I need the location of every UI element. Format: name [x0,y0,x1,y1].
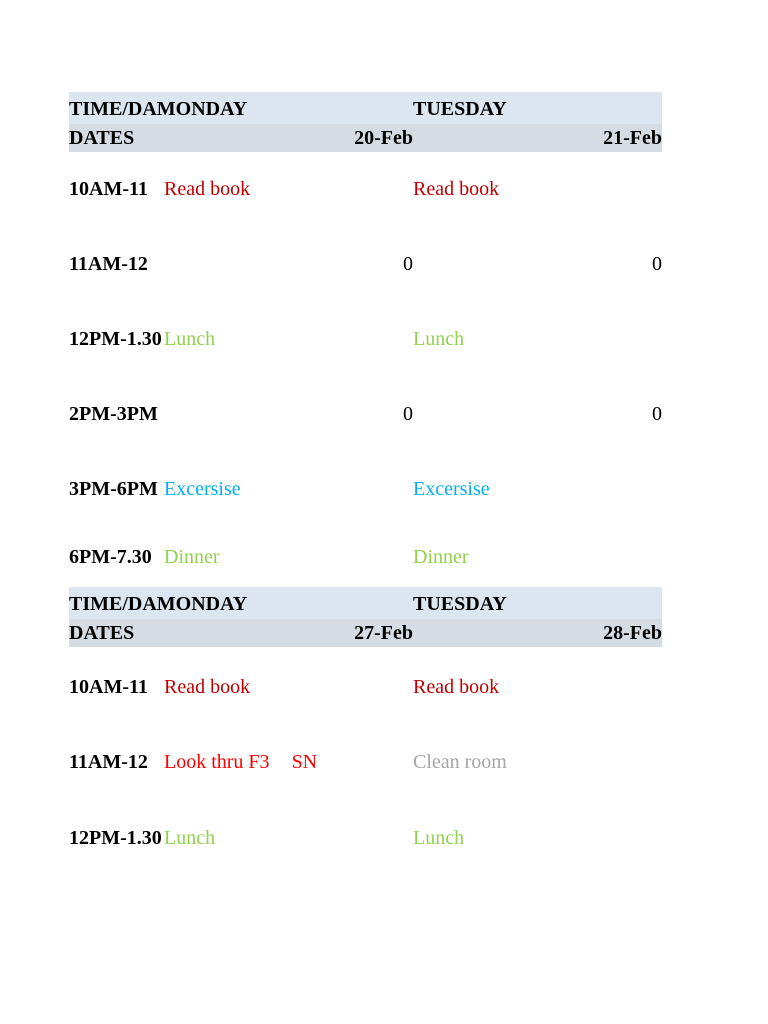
time-cell[interactable]: 2PM-3PM [69,403,158,425]
monday-activity-cell[interactable]: 0 [403,253,413,275]
tuesday-date-cell[interactable]: 21-Feb [603,127,662,149]
tuesday-activity-cell[interactable]: 0 [652,253,662,275]
table-row [69,227,662,302]
header-time-day-cell[interactable] [69,587,269,621]
table-row [69,302,662,377]
monday-activity-cell[interactable]: Read book [164,178,251,200]
header-row-days [69,587,662,619]
monday-label: MONDAY [156,593,248,615]
tuesday-activity-cell[interactable]: Excersise [413,478,490,500]
monday-activity-cell[interactable]: Lunch [164,827,216,849]
time-label: TIME/DA [69,593,157,615]
tuesday-activity-cell[interactable]: Lunch [413,827,465,849]
table-row [69,452,662,527]
table-row [69,527,662,587]
time-cell[interactable]: 10AM-11 [69,178,148,200]
monday-activity-text: Look thru F3 [164,751,270,773]
time-cell[interactable]: 12PM-1.30 [69,827,162,849]
table-row [69,152,662,227]
dates-label-cell[interactable]: DATES [69,622,135,644]
table-row [69,798,662,873]
tuesday-activity-cell[interactable]: Dinner [413,546,469,568]
header-row-dates [69,124,662,152]
time-label: TIME/DA [69,98,157,120]
tuesday-activity-cell[interactable]: Read book [413,676,500,698]
table-row [69,722,662,798]
tuesday-activity-cell[interactable]: Clean room [413,751,507,773]
header-row-days [69,92,662,124]
tuesday-activity-cell[interactable]: 0 [652,403,662,425]
header-row-dates [69,619,662,647]
tuesday-activity-cell[interactable]: Lunch [413,328,465,350]
time-cell[interactable]: 6PM-7.30 [69,546,152,568]
table-row [69,377,662,452]
time-cell[interactable]: 12PM-1.30 [69,328,162,350]
monday-activity-cell[interactable]: Lunch [164,328,216,350]
time-cell[interactable]: 10AM-11 [69,676,148,698]
dates-label-cell[interactable]: DATES [69,127,135,149]
monday-activity-cell[interactable]: 0 [403,403,413,425]
tuesday-header-cell[interactable]: TUESDAY [413,593,507,615]
monday-activity-cell[interactable]: Read book [164,676,251,698]
monday-activity-extra: SN [291,751,318,773]
monday-date-cell[interactable]: 27-Feb [354,622,413,644]
tuesday-header-cell[interactable]: TUESDAY [413,98,507,120]
monday-activity-cell[interactable]: Excersise [164,478,241,500]
time-cell[interactable]: 11AM-12 [69,751,148,773]
monday-label: MONDAY [156,98,248,120]
monday-date-cell[interactable]: 20-Feb [354,127,413,149]
time-cell[interactable]: 11AM-12 [69,253,148,275]
header-time-day-cell[interactable] [69,92,269,126]
tuesday-activity-cell[interactable]: Read book [413,178,500,200]
table-row [69,647,662,722]
monday-activity-cell[interactable]: Dinner [164,546,220,568]
tuesday-date-cell[interactable]: 28-Feb [603,622,662,644]
monday-activity-cell[interactable] [164,747,413,777]
time-cell[interactable]: 3PM-6PM [69,478,158,500]
schedule-sheet [69,92,662,873]
